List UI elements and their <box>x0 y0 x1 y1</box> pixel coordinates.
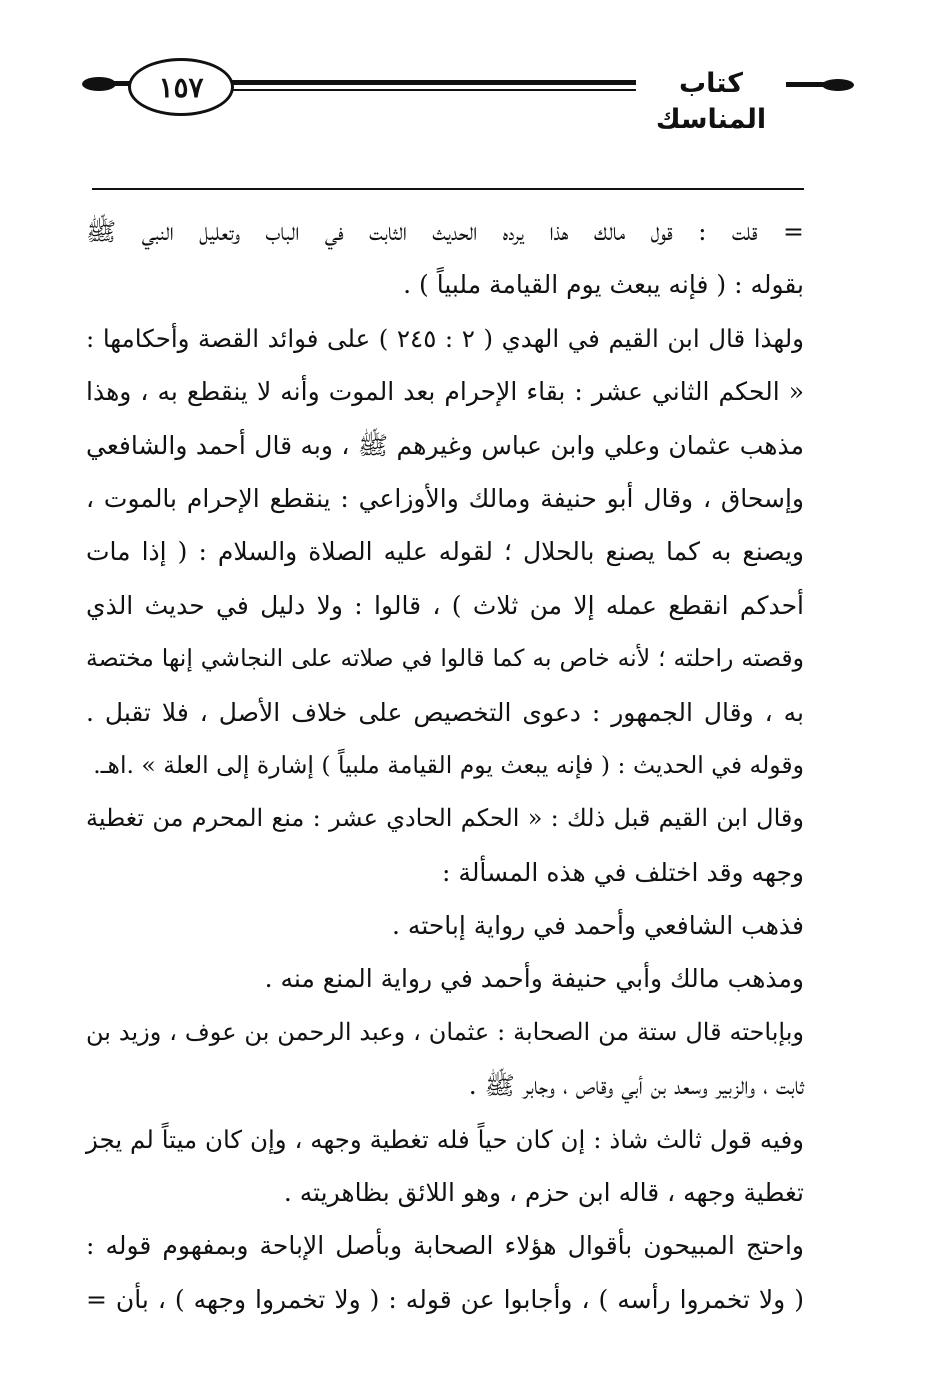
text-line-6: وإسحاق ، وقال أبو حنيفة ومالك والأوزاعي : ينقطع الإحرام بالموت ، <box>86 483 804 513</box>
text-line-9: وقصته راحلته ؛ لأنه خاص به كما قالوا في صلاته على النجاشي إنها مختصة <box>86 644 804 673</box>
header-right-dot <box>822 79 854 91</box>
text-line-2: بقوله : ( فإنه يبعث يوم القيامة ملبياً ) . <box>403 270 804 300</box>
text-line-3: ولهذا قال ابن القيم في الهدي ( ٢ : ٢٤٥ ) على فوائد القصة وأحكامها : <box>86 323 804 353</box>
text-line-5: مذهب عثمان وعلي وابن عباس وغيرهم ﷺ ، وبه قال أحمد والشافعي <box>86 430 804 460</box>
chapter-title: كتاب المناسك <box>636 66 786 138</box>
text-line-19: تغطية وجهه ، قاله ابن حزم ، وهو اللائق بظاهريته . <box>283 1178 804 1208</box>
text-line-15: ومذهب مالك وأبي حنيفة وأحمد في رواية المنع منه . <box>264 964 804 994</box>
text-line-14: فذهب الشافعي وأحمد في رواية إباحته . <box>392 911 804 941</box>
header-rule-middle-bottom <box>224 89 636 91</box>
text-line-16: وبإباحته قال ستة من الصحابة : عثمان ، وعبد الرحمن بن عوف ، وزيد بن <box>86 1017 804 1046</box>
text-line-21: ( ولا تخمروا رأسه ) ، وأجابوا عن قوله : ( ولا تخمروا وجهه ) ، بأن = <box>86 1284 804 1314</box>
text-line-1: = قلت : قول مالك هذا يرده الحديث الثابت في الباب وتعليل النبي ﷺ <box>86 217 804 246</box>
header-rule-middle-top <box>224 80 636 85</box>
page-number-badge <box>128 58 234 116</box>
page-number: ١٥٧ <box>158 70 204 104</box>
header-rule-right <box>786 82 826 87</box>
footnote-body <box>86 205 804 1326</box>
text-line-12: وقال ابن القيم قبل ذلك : « الحكم الحادي عشر : منع المحرم من تغطية <box>86 804 804 833</box>
text-line-20: واحتج المبيحون بأقوال هؤلاء الصحابة وبأصل الإباحة وبمفهوم قوله : <box>86 1231 804 1261</box>
text-line-10: به ، وقال الجمهور : دعوى التخصيص على خلاف الأصل ، فلا تقبل . <box>86 697 804 727</box>
text-line-17: ثابت ، والزبير وسعد بن أبي وقاص ، وجابر ﷺ . <box>468 1071 804 1101</box>
text-line-18: وفيه قول ثالث شاذ : إن كان حياً فله تغطية وجهه ، وإن كان ميتاً لم يجز <box>86 1124 804 1154</box>
text-line-11: وقوله في الحديث : ( فإنه يبعث يوم القيامة ملبياً ) إشارة إلى العلة » .اهـ. <box>93 750 804 779</box>
text-line-13: وجهه وقد اختلف في هذه المسألة : <box>442 857 804 887</box>
text-line-4: « الحكم الثاني عشر : بقاء الإحرام بعد الموت وأنه لا ينقطع به ، وهذا <box>86 377 804 407</box>
footnote-separator <box>92 188 804 190</box>
text-line-8: أحدكم انقطع عمله إلا من ثلاث ) ، قالوا : ولا دليل في حديث الذي <box>86 590 804 620</box>
text-line-7: ويصنع به كما يصنع بالحلال ؛ لقوله عليه الصلاة والسلام : ( إذا مات <box>86 537 804 567</box>
